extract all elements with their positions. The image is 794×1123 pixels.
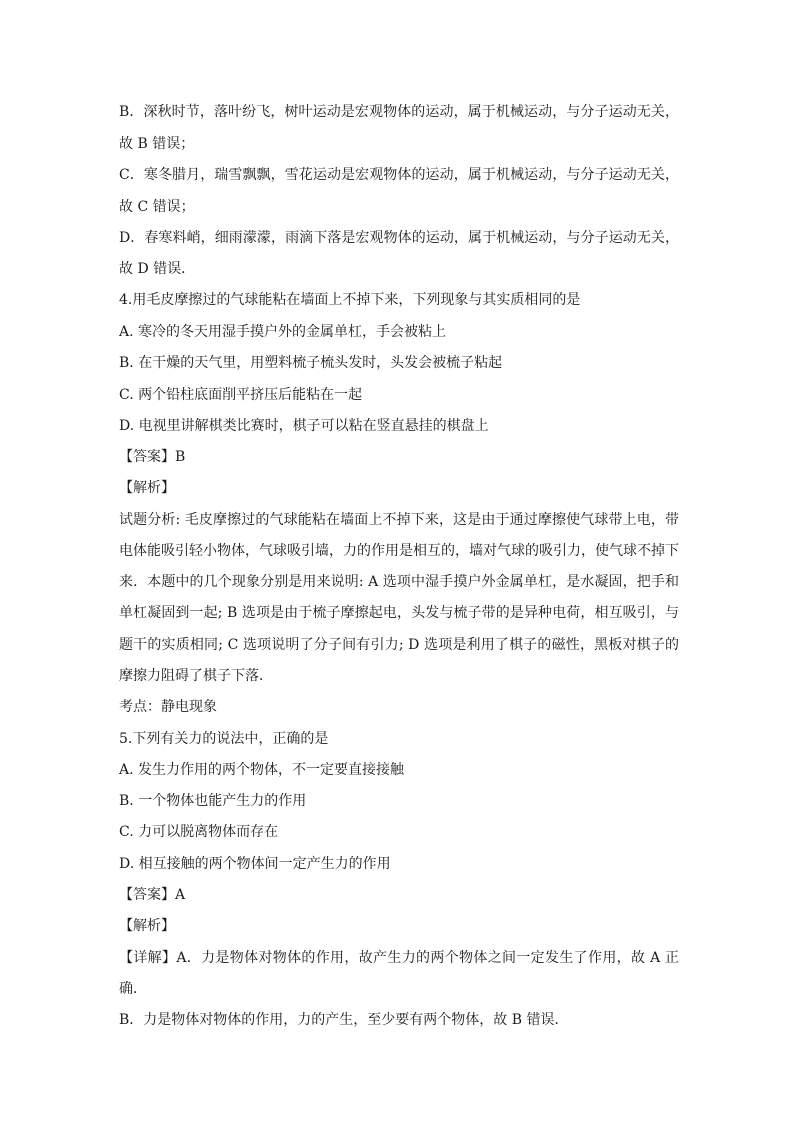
question-4-analysis-heading: 【解析】 — [119, 480, 175, 496]
question-5-detail-line-3: B．力是物体对物体的作用，力的产生，至少要有两个物体，故 B 错误． — [119, 1012, 569, 1028]
question-5-option-a: A. 发生力作用的两个物体，不一定要直接接触 — [119, 762, 405, 778]
question-5-stem: 5.下列有关力的说法中，正确的是 — [119, 731, 329, 747]
text-line-option-b-conclusion: 故 B 错误； — [119, 136, 195, 152]
question-4-knowledge-point: 考点：静电现象 — [119, 699, 217, 715]
question-5-option-d: D. 相互接触的两个物体间一定产生力的作用 — [119, 856, 391, 872]
question-4-answer: 【答案】B — [119, 449, 186, 465]
question-4-option-b: B. 在干燥的天气里，用塑料梳子梳头发时，头发会被梳子粘起 — [119, 355, 503, 371]
question-4-option-d: D. 电视里讲解棋类比赛时，棋子可以粘在竖直悬挂的棋盘上 — [119, 418, 489, 434]
question-4-analysis-line-2: 电体能吸引轻小物体，气球吸引墙，力的作用是相互的，墙对气球的吸引力，使气球不掉下 — [119, 543, 679, 559]
question-4-analysis-line-4: 单杠凝固到一起; B 选项是由于梳子摩擦起电，头发与梳子带的是异种电荷，相互吸引，与 — [119, 605, 679, 621]
question-5-option-b: B. 一个物体也能产生力的作用 — [119, 793, 307, 809]
question-4-option-a: A. 寒冷的冬天用湿手摸户外的金属单杠，手会被粘上 — [119, 324, 447, 340]
text-line-option-b-explanation: B．深秋时节，落叶纷飞，树叶运动是宏观物体的运动，属于机械运动，与分子运动无关， — [119, 104, 679, 120]
text-line-option-d-conclusion: 故 D 错误． — [119, 261, 196, 277]
text-line-option-d-explanation: D．春寒料峭，细雨濛濛，雨滴下落是宏观物体的运动，属于机械运动，与分子运动无关， — [119, 230, 679, 246]
question-4-analysis-line-3: 来．本题中的几个现象分别是用来说明: A 选项中湿手摸户外金属单杠，是水凝固，把手和 — [119, 574, 679, 590]
text-line-option-c-explanation: C．寒冬腊月，瑞雪飘飘，雪花运动是宏观物体的运动，属于机械运动，与分子运动无关， — [119, 167, 679, 183]
question-4-stem: 4.用毛皮摩擦过的气球能粘在墙面上不掉下来，下列现象与其实质相同的是 — [119, 292, 581, 308]
question-4-option-c: C. 两个铅柱底面削平挤压后能粘在一起 — [119, 387, 363, 403]
question-4-analysis-line-1: 试题分析: 毛皮摩擦过的气球能粘在墙面上不掉下来，这是由于通过摩擦使气球带上电，带 — [119, 512, 679, 528]
question-4-analysis-line-6: 摩擦力阻碍了棋子下落． — [119, 668, 273, 684]
question-4-analysis-line-5: 题干的实质相同; C 选项说明了分子间有引力; D 选项是利用了棋子的磁性，黑板对棋子的 — [119, 637, 679, 653]
question-5-analysis-heading: 【解析】 — [119, 918, 175, 934]
question-5-detail-line-1: 【详解】A．力是物体对物体的作用，故产生力的两个物体之间一定发生了作用，故 A 正 — [119, 950, 679, 966]
text-line-option-c-conclusion: 故 C 错误； — [119, 199, 195, 215]
question-5-option-c: C. 力可以脱离物体而存在 — [119, 824, 279, 840]
question-5-detail-line-2: 确． — [119, 981, 147, 997]
question-5-answer: 【答案】A — [119, 887, 186, 903]
